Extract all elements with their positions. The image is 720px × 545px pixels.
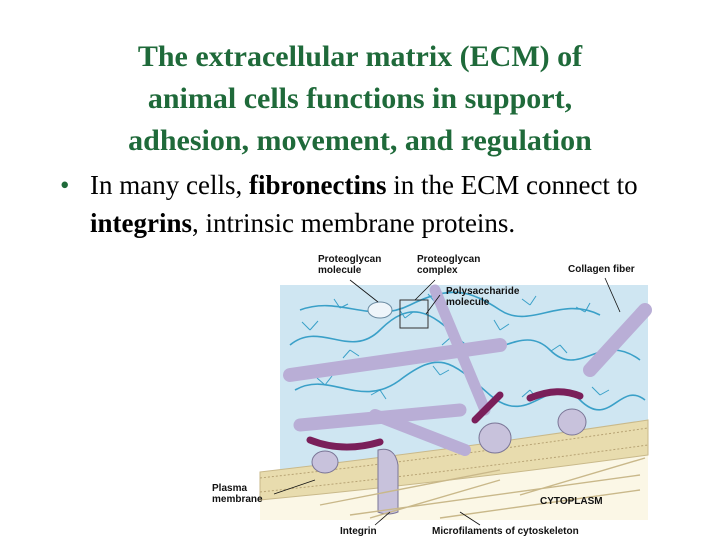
proteoglycan-core <box>368 302 392 318</box>
label-line: Proteoglycan <box>318 254 382 265</box>
bullet-icon: • <box>60 170 70 200</box>
label-plasma-membrane <box>212 483 263 505</box>
bullet-text-part-1: In many cells, <box>90 170 249 200</box>
integrin-head <box>312 451 338 473</box>
label-proteoglycan-complex <box>417 254 480 276</box>
label-line: molecule <box>446 297 490 308</box>
ecm-diagram <box>200 250 660 540</box>
bullet-text-part-3: , intrinsic membrane proteins. <box>192 208 516 238</box>
label-line: Proteoglycan <box>417 254 481 265</box>
label-line: molecule <box>318 265 362 276</box>
bullet-text-part-2: in the ECM connect to <box>386 170 638 200</box>
label-proteoglycan-molecule <box>318 254 381 276</box>
label-line: membrane <box>212 494 263 505</box>
label-line: Plasma <box>212 483 248 494</box>
label-integrin: Integrin <box>340 526 377 537</box>
title-line-3: adhesion, movement, and regulation <box>128 124 592 157</box>
keyword-integrins: integrins <box>90 208 193 238</box>
label-microfilaments: Microfilaments of cytoskeleton <box>432 526 579 537</box>
label-collagen-fiber: Collagen fiber <box>568 264 635 275</box>
label-cytoplasm: CYTOPLASM <box>540 496 603 507</box>
integrin-transmembrane <box>378 449 398 514</box>
label-line: Polysaccharide <box>446 286 520 297</box>
keyword-fibronectins: fibronectins <box>248 170 387 200</box>
label-line: complex <box>417 265 458 276</box>
integrin-head <box>558 409 586 435</box>
slide-title <box>40 36 680 162</box>
title-line-2: animal cells functions in support, <box>147 82 573 115</box>
integrin-head <box>479 423 511 453</box>
title-line-1: The extracellular matrix (ECM) of <box>137 40 583 73</box>
bullet-text <box>90 166 670 242</box>
label-polysaccharide-molecule <box>446 286 519 308</box>
